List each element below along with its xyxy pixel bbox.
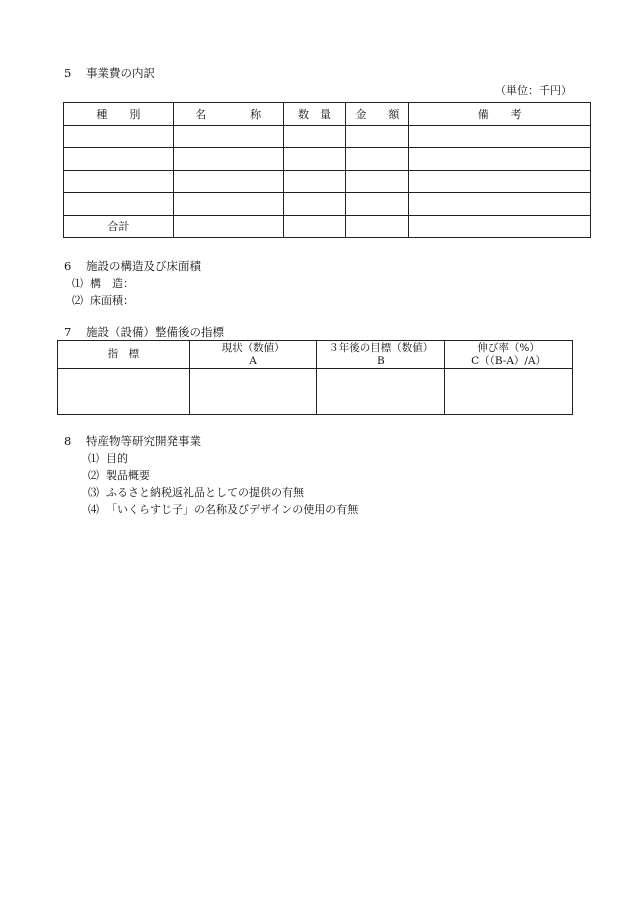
table-cell[interactable] (58, 369, 190, 415)
table-cell[interactable] (64, 170, 174, 193)
table-cell[interactable] (445, 369, 573, 415)
section-8-heading: 8 特産物等研究開発事業 (64, 434, 201, 448)
header-remarks: 備 考 (409, 103, 591, 126)
total-label: 合計 (64, 215, 174, 238)
list-item: ⑴ 目的 (88, 452, 128, 465)
header-current: 現状（数値） A (189, 341, 317, 369)
table-cell[interactable] (173, 148, 283, 171)
table-cell[interactable] (346, 148, 409, 171)
table-row (64, 170, 591, 193)
table-row (64, 148, 591, 171)
list-item: ⑴ 構 造： (72, 277, 134, 290)
table-cell[interactable] (173, 125, 283, 148)
header-quantity: 数 量 (283, 103, 346, 126)
unit-label: （単位：千円） (495, 84, 572, 97)
indicator-table (57, 340, 573, 415)
table-cell[interactable] (283, 170, 346, 193)
header-category: 種 別 (64, 103, 174, 126)
table-cell[interactable] (189, 369, 317, 415)
list-item: ⑶ ふるさと納税返礼品としての提供の有無 (88, 486, 304, 499)
table-cell[interactable] (283, 215, 346, 238)
table-row (58, 369, 573, 415)
table-cell[interactable] (64, 193, 174, 216)
table-cell[interactable] (346, 125, 409, 148)
budget-breakdown-table (63, 102, 591, 238)
table-cell[interactable] (317, 369, 445, 415)
table-cell[interactable] (64, 148, 174, 171)
table-cell[interactable] (346, 215, 409, 238)
table-cell[interactable] (173, 215, 283, 238)
table-cell[interactable] (409, 170, 591, 193)
table-header-row (64, 103, 591, 126)
section-5-heading: 5 事業費の内訳 (64, 66, 155, 80)
table-cell[interactable] (409, 215, 591, 238)
section-6-heading: 6 施設の構造及び床面積 (64, 259, 201, 273)
table-cell[interactable] (64, 125, 174, 148)
table-cell[interactable] (283, 148, 346, 171)
list-item: ⑷ 「いくらすじ子」の名称及びデザインの使用の有無 (88, 503, 359, 516)
header-growth-rate: 伸び率（%） C（（B-A）/A） (445, 341, 573, 369)
header-target: ３年後の目標（数値） B (317, 341, 445, 369)
table-header-row (58, 341, 573, 369)
table-cell[interactable] (409, 125, 591, 148)
table-cell[interactable] (409, 148, 591, 171)
table-cell[interactable] (409, 193, 591, 216)
table-cell[interactable] (173, 170, 283, 193)
table-cell[interactable] (346, 170, 409, 193)
section-7-heading: 7 施設（設備）整備後の指標 (64, 325, 224, 339)
header-indicator: 指 標 (58, 341, 190, 369)
table-cell[interactable] (173, 193, 283, 216)
table-row (64, 193, 591, 216)
table-row (64, 125, 591, 148)
table-cell[interactable] (346, 193, 409, 216)
table-cell[interactable] (283, 193, 346, 216)
list-item: ⑵ 製品概要 (88, 469, 150, 482)
total-row (64, 215, 591, 238)
header-name: 名 称 (173, 103, 283, 126)
header-amount: 金 額 (346, 103, 409, 126)
list-item: ⑵ 床面積： (72, 294, 134, 307)
table-cell[interactable] (283, 125, 346, 148)
